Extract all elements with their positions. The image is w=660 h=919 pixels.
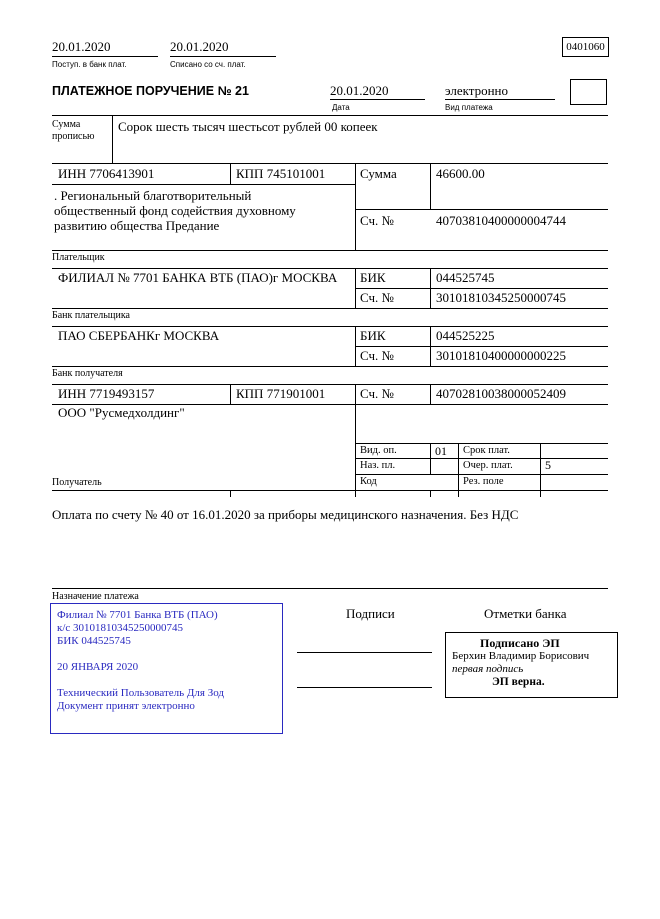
grid-line [52, 588, 608, 589]
bank-electronic-stamp [50, 603, 283, 734]
payer-bank-bik-label: БИК [360, 270, 386, 285]
grid-line [52, 384, 608, 385]
signature-verdict: ЭП верна. [492, 676, 545, 688]
grid-line [52, 250, 608, 251]
stamp-line: Филиал № 7701 Банка ВТБ (ПАО) [57, 609, 218, 621]
payer-bank-bik: 044525745 [436, 270, 495, 285]
grid-line [52, 163, 608, 164]
payee-bank-name: ПАО СБЕРБАНКг МОСКВА [58, 328, 220, 343]
form-code-box: 0401060 [562, 37, 609, 57]
sum-label: Сумма [360, 166, 397, 181]
grid-line [355, 268, 356, 308]
grid-line [355, 288, 608, 289]
grid-line [355, 474, 608, 475]
ocher-plat-value: 5 [545, 458, 551, 472]
stamp-spacer [57, 674, 276, 687]
payer-account: 40703810400000004744 [436, 213, 566, 228]
grid-line [355, 209, 608, 210]
payee-section-label: Получатель [52, 477, 102, 488]
payer-bank-account: 30101810345250000745 [436, 290, 566, 305]
srok-plat-label: Срок плат. [463, 445, 510, 456]
grid-line [112, 115, 113, 163]
document-date-label: Дата [332, 103, 350, 112]
payee-bank-bik: 044525225 [436, 328, 495, 343]
payer-bank-section-label: Банк плательщика [52, 310, 130, 321]
grid-line [430, 163, 431, 209]
grid-line [355, 443, 608, 444]
stamp-line: Документ принят электронно [57, 700, 195, 712]
grid-line [355, 346, 608, 347]
grid-line [355, 163, 356, 250]
signature-line [297, 652, 432, 653]
bank-marks-label: Отметки банка [484, 606, 567, 621]
grid-line [430, 268, 431, 308]
grid-line [230, 384, 231, 404]
kod-label: Код [360, 476, 377, 487]
grid-line [52, 326, 608, 327]
payer-kpp: КПП 745101001 [236, 166, 326, 181]
payment-kind: электронно [445, 84, 555, 100]
received-date: 20.01.2020 [52, 40, 158, 57]
payer-account-label: Сч. № [360, 213, 394, 228]
grid-line [430, 384, 431, 404]
document-title: ПЛАТЕЖНОЕ ПОРУЧЕНИЕ № 21 [52, 84, 249, 98]
payment-kind-label: Вид платежа [445, 103, 493, 112]
payee-name: ООО "Русмедхолдинг" [58, 405, 185, 420]
title-empty-box [570, 79, 607, 105]
payer-bank-account-label: Сч. № [360, 290, 394, 305]
payee-kpp: КПП 771901001 [236, 386, 326, 401]
signature-line [297, 687, 432, 688]
grid-line [52, 366, 608, 367]
rez-pole-label: Рез. поле [463, 476, 504, 487]
purpose-section-label: Назначение платежа [52, 591, 139, 602]
grid-tick [230, 490, 231, 497]
payee-bank-bik-label: БИК [360, 328, 386, 343]
stamp-title: Подписано ЭП [480, 636, 560, 650]
grid-tick [355, 490, 356, 497]
payer-bank-name: ФИЛИАЛ № 7701 БАНКА ВТБ (ПАО)г МОСКВА [58, 270, 338, 285]
received-date-label: Поступ. в банк плат. [52, 60, 127, 69]
stamp-spacer [57, 648, 276, 661]
grid-tick [540, 490, 541, 497]
naz-pl-label: Наз. пл. [360, 460, 396, 471]
amount-words-label: Сумма прописью [52, 119, 95, 142]
stamp-line: БИК 044525745 [57, 635, 131, 647]
payee-account: 40702810038000052409 [436, 386, 566, 401]
grid-line [52, 115, 608, 116]
payee-bank-account-label: Сч. № [360, 348, 394, 363]
grid-line [355, 384, 356, 490]
stamp-line: к/с 30101810345250000745 [57, 622, 184, 634]
payee-account-label: Сч. № [360, 386, 394, 401]
signatures-label: Подписи [346, 606, 395, 621]
amount-words-value: Сорок шесть тысяч шестьсот рублей 00 копеек [118, 119, 378, 134]
payer-name: . Региональный благотворительный общественный фонд содействия духовному развитию общества Предание [54, 188, 296, 233]
payee-bank-section-label: Банк получателя [52, 368, 123, 379]
payer-section-label: Плательщик [52, 252, 105, 263]
document-date: 20.01.2020 [330, 84, 425, 100]
ocher-plat-label: Очер. плат. [463, 460, 513, 471]
stamp-line: Технический Пользователь Для Зод [57, 687, 225, 699]
grid-line [52, 308, 608, 309]
grid-line [355, 458, 608, 459]
purpose-text: Оплата по счету № 40 от 16.01.2020 за приборы медицинского назначения. Без НДС [52, 507, 519, 522]
grid-tick [458, 490, 459, 497]
vid-op-value: 01 [435, 444, 447, 458]
vid-op-label: Вид. оп. [360, 445, 397, 456]
debited-date-label: Списано со сч. плат. [170, 60, 246, 69]
signature-stamp [445, 632, 618, 698]
grid-line [458, 443, 459, 490]
grid-line [430, 443, 431, 474]
stamp-line: 20 ЯНВАРЯ 2020 [57, 661, 139, 673]
grid-line [430, 326, 431, 366]
payer-inn: ИНН 7706413901 [58, 166, 155, 181]
payee-inn: ИНН 7719493157 [58, 386, 155, 401]
grid-line [52, 268, 608, 269]
grid-line [230, 163, 231, 184]
debited-date: 20.01.2020 [170, 40, 276, 57]
signer-name: Берхин Владимир Борисович [452, 650, 590, 662]
grid-line [52, 490, 608, 491]
grid-line [52, 184, 355, 185]
payee-bank-account: 30101810400000000225 [436, 348, 566, 363]
sum-value: 46600.00 [436, 166, 485, 181]
grid-line [355, 326, 356, 366]
grid-line [540, 443, 541, 490]
grid-tick [430, 490, 431, 497]
signature-kind: первая подпись [452, 663, 524, 675]
